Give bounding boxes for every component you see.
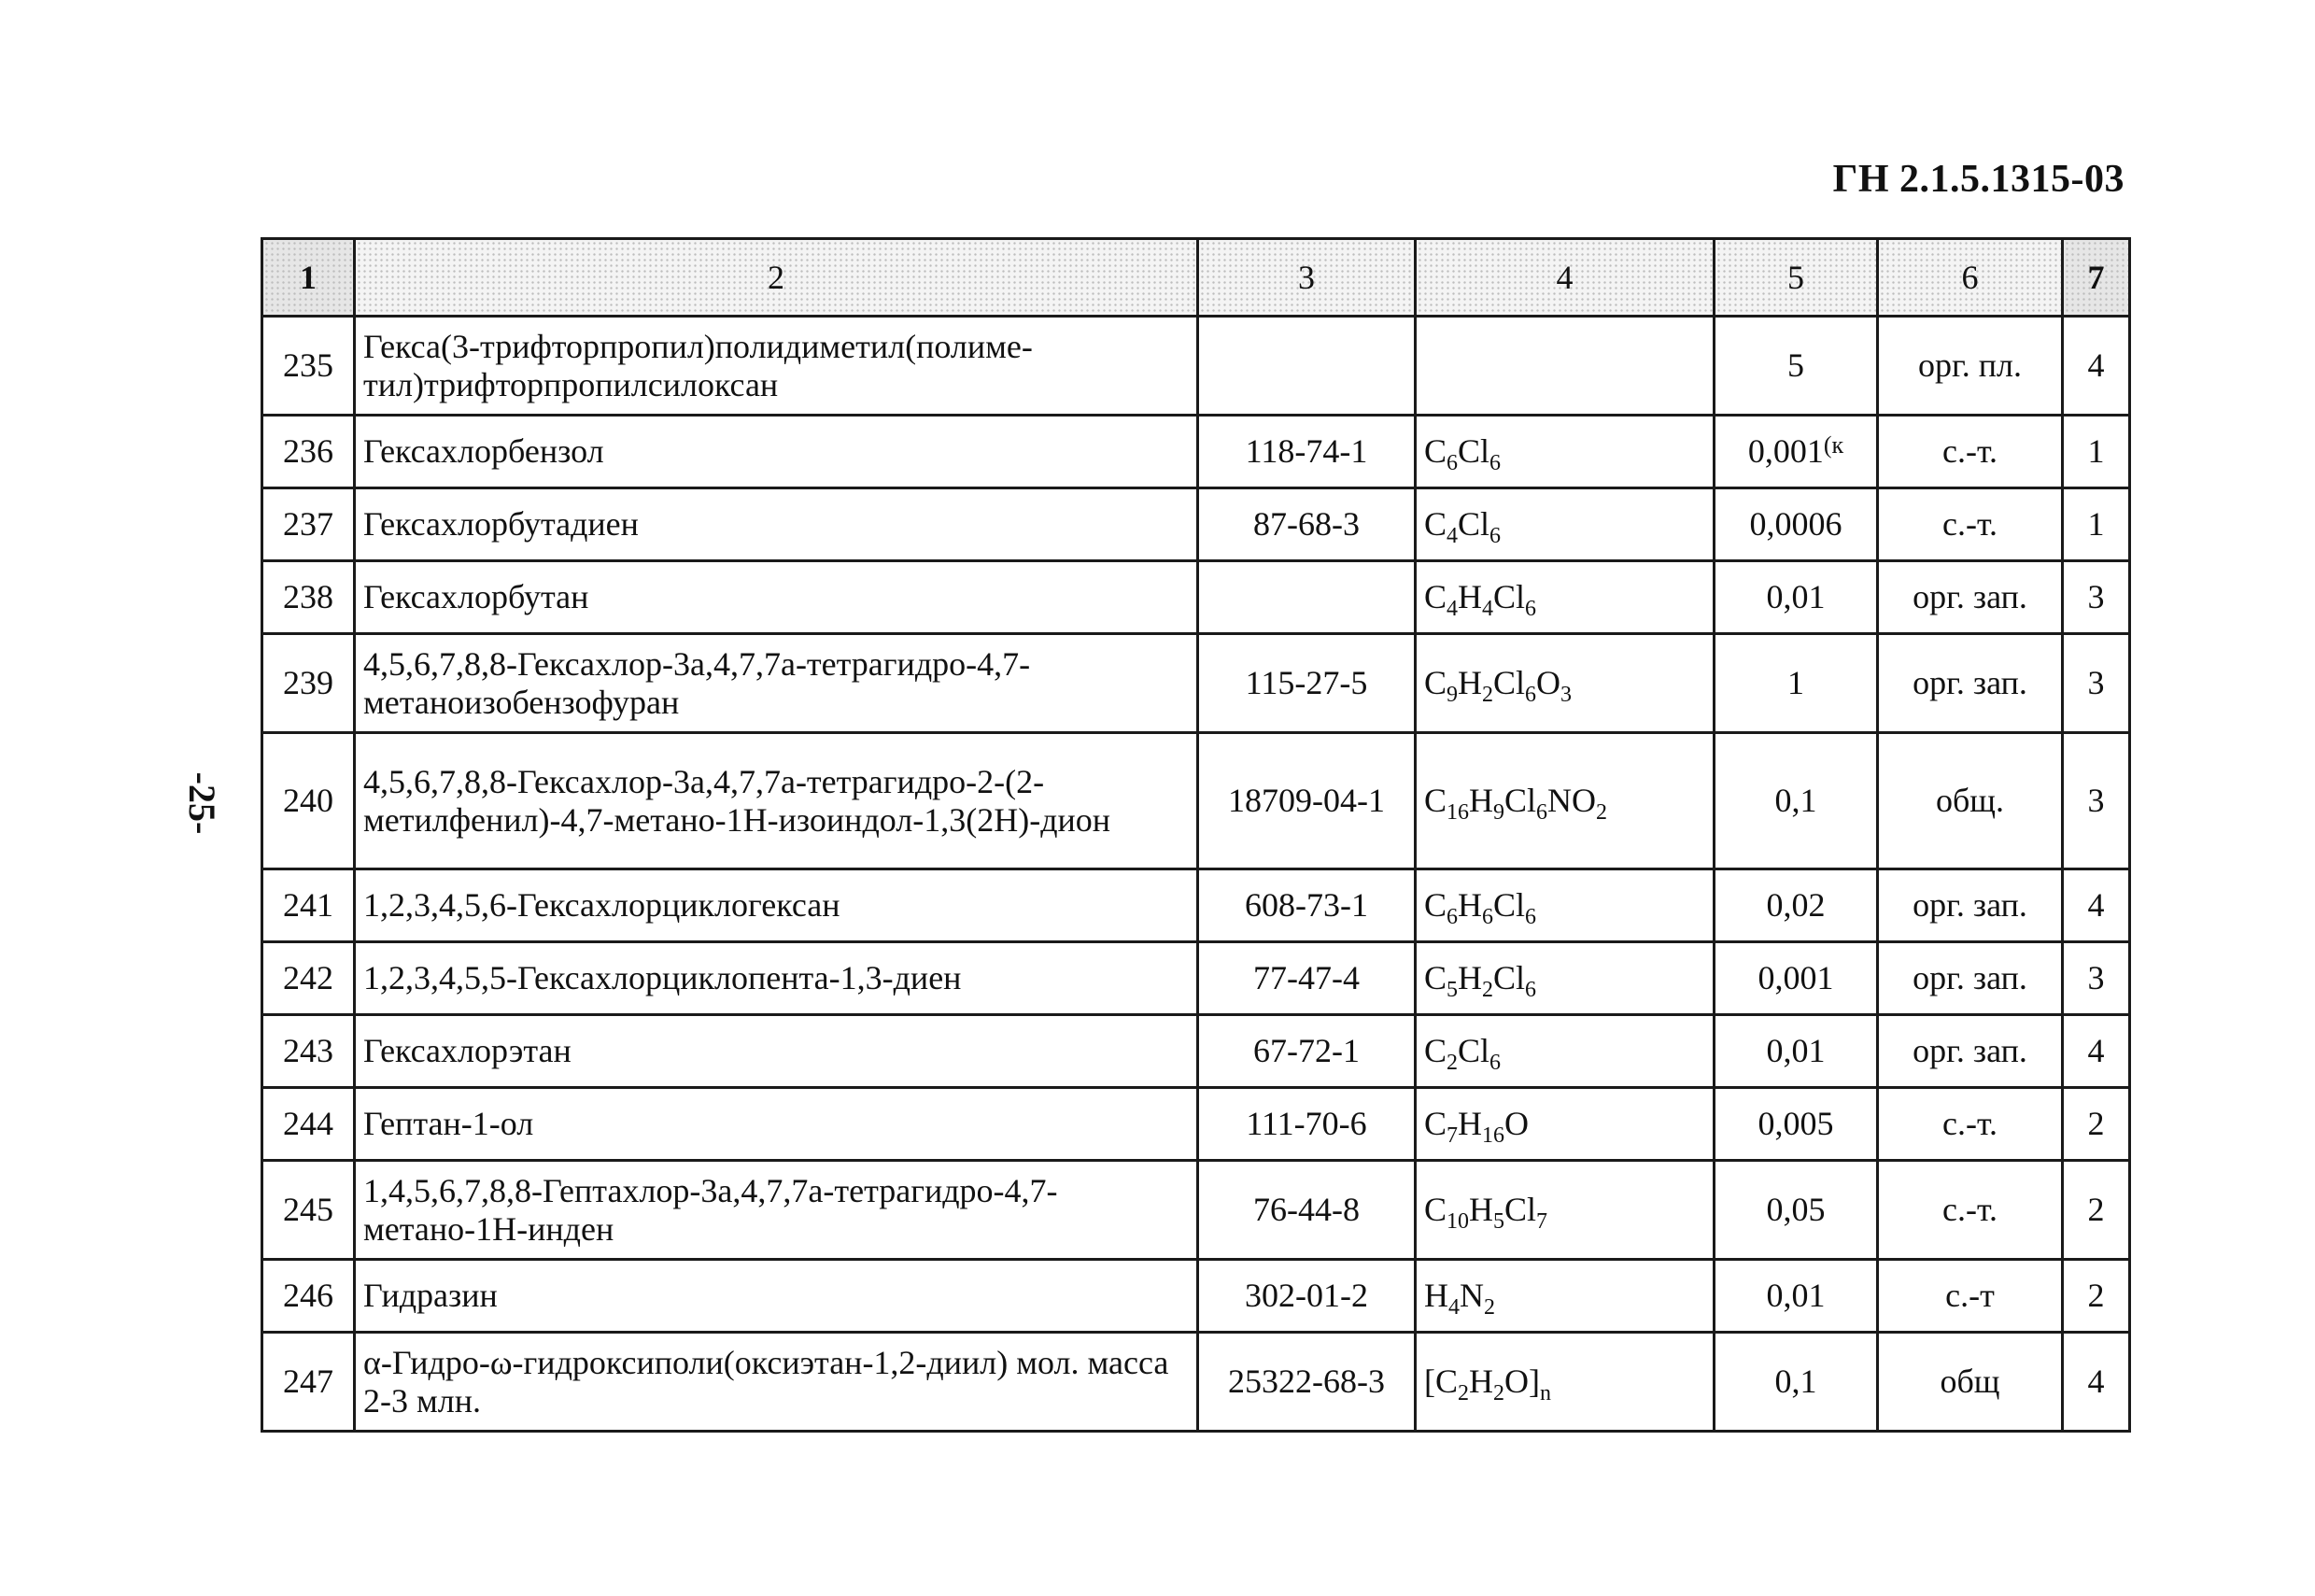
substance-name-cell: Гексахлорбензол xyxy=(355,416,1198,488)
formula-text: $C_{10}H_5Cl_7$ xyxy=(1424,1191,1548,1235)
hazard-sign-cell: с.-т. xyxy=(1878,1161,2063,1260)
norm-value-text: 0,1 xyxy=(1774,1363,1817,1401)
formula-cell xyxy=(1416,1015,1715,1088)
cas-number-cell: 87-68-3 xyxy=(1198,488,1416,561)
norm-value-text: 0,05 xyxy=(1766,1191,1826,1229)
cas-number-cell xyxy=(1198,561,1416,634)
row-number-cell: 236 xyxy=(262,416,355,488)
substance-name-cell: Гексахлорбутадиен xyxy=(355,488,1198,561)
substance-name-cell: Гидразин xyxy=(355,1260,1198,1333)
formula-cell xyxy=(1416,869,1715,942)
formula-cell xyxy=(1416,488,1715,561)
substance-name-cell: 1,2,3,4,5,5-Гексахлорциклопента-1,3-диен xyxy=(355,942,1198,1015)
substance-name-cell: 1,4,5,6,7,8,8-Гептахлор-3a,4,7,7a-тетрагидро-4,7-метано-1H-инден xyxy=(355,1161,1198,1260)
hazard-class-cell: 3 xyxy=(2063,733,2130,869)
row-number-cell: 237 xyxy=(262,488,355,561)
hazard-class-cell: 4 xyxy=(2063,869,2130,942)
norm-value-cell xyxy=(1715,488,1878,561)
hazard-sign-cell: орг. зап. xyxy=(1878,942,2063,1015)
norm-value-text: 0,0006 xyxy=(1749,505,1842,544)
cas-number-cell: 76-44-8 xyxy=(1198,1161,1416,1260)
row-number-cell: 235 xyxy=(262,317,355,416)
cas-number-cell xyxy=(1198,317,1416,416)
row-number-cell: 240 xyxy=(262,733,355,869)
substance-name-cell: 4,5,6,7,8,8-Гексахлор-3a,4,7,7a-тетрагидро-2-(2-метилфенил)-4,7-метано-1H-изоиндол-1,3(2H)-дион xyxy=(355,733,1198,869)
norms-table xyxy=(261,237,2131,1433)
substance-name-cell: Гексахлорбутан xyxy=(355,561,1198,634)
hazard-sign-cell: с.-т xyxy=(1878,1260,2063,1333)
row-number-cell: 247 xyxy=(262,1333,355,1432)
formula-cell xyxy=(1416,942,1715,1015)
cas-number-cell: 118-74-1 xyxy=(1198,416,1416,488)
cas-number-cell: 18709-04-1 xyxy=(1198,733,1416,869)
hazard-sign-cell: орг. зап. xyxy=(1878,634,2063,733)
column-header-6: 6 xyxy=(1878,239,2063,317)
norm-footnote-mark: (к xyxy=(1823,431,1844,459)
table-row xyxy=(262,942,2130,1015)
formula-text: $C_2Cl_6$ xyxy=(1424,1032,1502,1076)
row-number-cell: 241 xyxy=(262,869,355,942)
hazard-sign-cell: с.-т. xyxy=(1878,416,2063,488)
hazard-sign-cell: общ xyxy=(1878,1333,2063,1432)
norm-value-cell xyxy=(1715,733,1878,869)
substance-name-cell: Гексахлорэтан xyxy=(355,1015,1198,1088)
column-header-2: 2 xyxy=(355,239,1198,317)
row-number-cell: 246 xyxy=(262,1260,355,1333)
row-number-cell: 242 xyxy=(262,942,355,1015)
norm-value-text: 0,01 xyxy=(1766,1032,1826,1070)
norm-value-text: 0,005 xyxy=(1757,1105,1834,1143)
row-number-cell: 239 xyxy=(262,634,355,733)
norm-value-text: 0,01 xyxy=(1766,578,1826,616)
formula-cell xyxy=(1416,416,1715,488)
norm-value-cell xyxy=(1715,1088,1878,1161)
row-number-cell: 244 xyxy=(262,1088,355,1161)
column-header-3: 3 xyxy=(1198,239,1416,317)
table-row xyxy=(262,869,2130,942)
hazard-sign-cell: орг. пл. xyxy=(1878,317,2063,416)
cas-number-cell: 111-70-6 xyxy=(1198,1088,1416,1161)
norm-value-cell xyxy=(1715,1015,1878,1088)
norm-value-cell xyxy=(1715,317,1878,416)
formula-text: $C_{16}H_9Cl_6NO_2$ xyxy=(1424,782,1608,826)
cas-number-cell: 67-72-1 xyxy=(1198,1015,1416,1088)
hazard-sign-cell: с.-т. xyxy=(1878,1088,2063,1161)
formula-cell xyxy=(1416,733,1715,869)
norm-value-cell xyxy=(1715,1260,1878,1333)
norm-value-text: 0,01 xyxy=(1766,1277,1826,1315)
hazard-sign-cell: орг. зап. xyxy=(1878,1015,2063,1088)
row-number-cell: 238 xyxy=(262,561,355,634)
substance-name-cell: Гекса(3-трифторпропил)полидиметил(полиме-тил)трифторпропилсилоксан xyxy=(355,317,1198,416)
formula-cell xyxy=(1416,317,1715,416)
hazard-class-cell: 4 xyxy=(2063,317,2130,416)
cas-number-cell: 302-01-2 xyxy=(1198,1260,1416,1333)
norm-value-text: 0,02 xyxy=(1766,886,1826,925)
substance-name-cell: 4,5,6,7,8,8-Гексахлор-3a,4,7,7a-тетрагидро-4,7-метаноизобензофуран xyxy=(355,634,1198,733)
table-header-row xyxy=(262,239,2130,317)
hazard-class-cell: 1 xyxy=(2063,416,2130,488)
table-row xyxy=(262,733,2130,869)
hazard-class-cell: 4 xyxy=(2063,1333,2130,1432)
hazard-sign-cell: общ. xyxy=(1878,733,2063,869)
hazard-class-cell: 3 xyxy=(2063,942,2130,1015)
hazard-sign-cell: орг. зап. xyxy=(1878,869,2063,942)
table-row xyxy=(262,1260,2130,1333)
column-header-1: 1 xyxy=(262,239,355,317)
norm-value-text: 1 xyxy=(1787,664,1804,702)
hazard-sign-cell: орг. зап. xyxy=(1878,561,2063,634)
hazard-class-cell: 3 xyxy=(2063,634,2130,733)
column-header-7: 7 xyxy=(2063,239,2130,317)
table-row xyxy=(262,1088,2130,1161)
formula-cell xyxy=(1416,1260,1715,1333)
norm-value-text: 0,1 xyxy=(1774,782,1817,820)
column-header-4: 4 xyxy=(1416,239,1715,317)
cas-number-cell: 25322-68-3 xyxy=(1198,1333,1416,1432)
substance-name-cell: 1,2,3,4,5,6-Гексахлорциклогексан xyxy=(355,869,1198,942)
norm-value-text: 5 xyxy=(1787,346,1804,385)
substance-name-cell: α-Гидро-ω-гидроксиполи(оксиэтан-1,2-диил) мол. масса 2-3 млн. xyxy=(355,1333,1198,1432)
formula-text: $C_6Cl_6$ xyxy=(1424,432,1502,476)
norm-value-cell xyxy=(1715,942,1878,1015)
norm-value-cell xyxy=(1715,561,1878,634)
document-code: ГН 2.1.5.1315-03 xyxy=(1832,158,2124,201)
hazard-class-cell: 2 xyxy=(2063,1260,2130,1333)
table-row xyxy=(262,1333,2130,1432)
hazard-class-cell: 2 xyxy=(2063,1088,2130,1161)
norm-value-cell xyxy=(1715,634,1878,733)
table-row xyxy=(262,634,2130,733)
norm-value-cell xyxy=(1715,1161,1878,1260)
norm-value-cell xyxy=(1715,1333,1878,1432)
hazard-class-cell: 1 xyxy=(2063,488,2130,561)
formula-cell xyxy=(1416,1333,1715,1432)
formula-text: $C_9H_2Cl_6O_3$ xyxy=(1424,664,1573,708)
hazard-class-cell: 3 xyxy=(2063,561,2130,634)
column-header-5: 5 xyxy=(1715,239,1878,317)
formula-cell xyxy=(1416,1088,1715,1161)
cas-number-cell: 77-47-4 xyxy=(1198,942,1416,1015)
table-row xyxy=(262,488,2130,561)
hazard-class-cell: 2 xyxy=(2063,1161,2130,1260)
formula-cell xyxy=(1416,634,1715,733)
cas-number-cell: 115-27-5 xyxy=(1198,634,1416,733)
hazard-sign-cell: с.-т. xyxy=(1878,488,2063,561)
formula-text: $C_7H_{16}O$ xyxy=(1424,1105,1530,1149)
formula-text: $C_5H_2Cl_6$ xyxy=(1424,959,1537,1003)
table-row xyxy=(262,1161,2130,1260)
table-row xyxy=(262,317,2130,416)
formula-text: $[C_2H_2O]_n$ xyxy=(1424,1363,1551,1406)
norm-value-cell xyxy=(1715,416,1878,488)
formula-text: $C_4Cl_6$ xyxy=(1424,505,1502,549)
hazard-class-cell: 4 xyxy=(2063,1015,2130,1088)
norm-value-text: 0,001 xyxy=(1757,959,1834,997)
row-number-cell: 245 xyxy=(262,1161,355,1260)
page-number: -25- xyxy=(181,771,223,835)
table-row xyxy=(262,1015,2130,1088)
formula-text: $C_4H_4Cl_6$ xyxy=(1424,578,1537,622)
cas-number-cell: 608-73-1 xyxy=(1198,869,1416,942)
formula-cell xyxy=(1416,1161,1715,1260)
formula-text: $H_4N_2$ xyxy=(1424,1277,1495,1321)
substance-name-cell: Гептан-1-ол xyxy=(355,1088,1198,1161)
table-row xyxy=(262,416,2130,488)
norm-value-text: 0,001 xyxy=(1747,432,1824,471)
formula-cell xyxy=(1416,561,1715,634)
formula-text: $C_6H_6Cl_6$ xyxy=(1424,886,1537,930)
norm-value-cell xyxy=(1715,869,1878,942)
row-number-cell: 243 xyxy=(262,1015,355,1088)
table-row xyxy=(262,561,2130,634)
